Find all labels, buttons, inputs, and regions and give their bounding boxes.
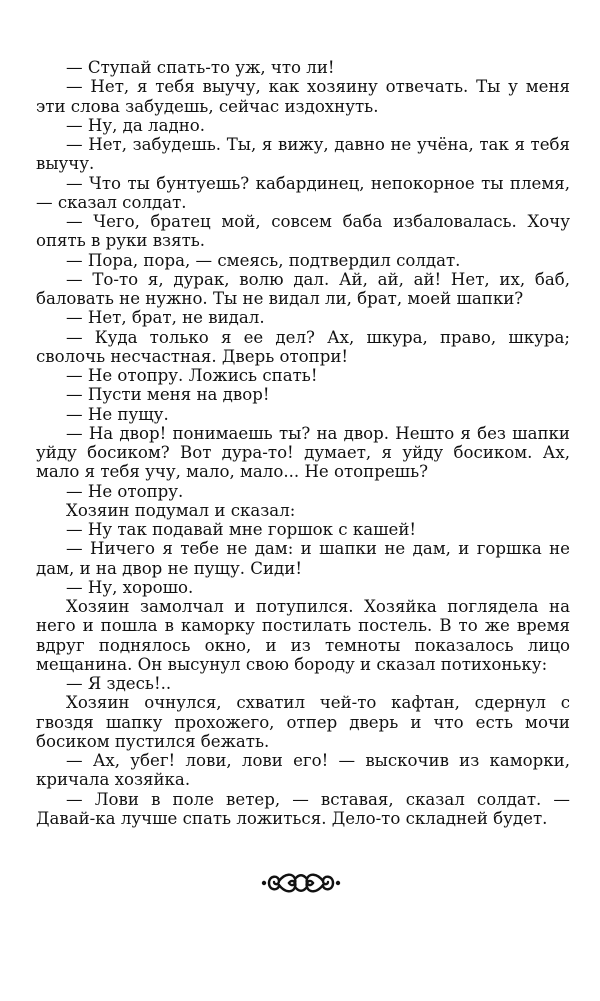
text-body — [36, 58, 570, 828]
scroll-ornament-icon — [259, 868, 343, 898]
paragraph-8: — То-то я, дурак, волю дал. Ай, ай, ай! Нет, их, баб, баловать не нужно. Ты не видал ли, брат, моей шапки? — [36, 269, 570, 308]
paragraph-17: — Ну так подавай мне горшок с кашей! — [66, 520, 417, 539]
paragraph-3: — Ну, да ладно. — [66, 115, 206, 135]
paragraph-9: — Нет, брат, не видал. — [66, 308, 265, 328]
paragraph-23: — Ах, убег! лови, лови его! — выскочив из каморки, кричала хозяйка. — [36, 751, 570, 790]
paragraph-20: Хозяин замолчал и потупился. Хозяйка поглядела на него и пошла в каморку постилать постель. В то же время вдруг поднялось окно, и из темноты показалось лицо мещанина. Он высунул свою бороду и сказал потихоньку: — [36, 597, 570, 674]
paragraph-22: Хозяин очнулся, схватил чей-то кафтан, сдернул с гвоздя шапку прохожего, отпер дверь и что есть мочи босиком пустился бежать. — [36, 693, 570, 751]
paragraph-18: — Ничего я тебе не дам: и шапки не дам, и горшка не дам, и на двор не пущу. Сиди! — [36, 539, 570, 578]
paragraph-11: — Не отопру. Ложись спать! — [66, 366, 318, 385]
paragraph-2: — Нет, я тебя выучу, как хозяину отвечать. Ты у меня эти слова забудешь, сейчас издохнуть. — [36, 77, 570, 116]
paragraph-19: — Ну, хорошо. — [66, 577, 194, 597]
paragraph-24: — Лови в поле ветер, — вставая, сказал солдат. — Давай-ка лучше спать ложиться. Дело-то складней будет. — [36, 789, 570, 828]
paragraph-6: — Чего, братец мой, совсем баба избаловалась. Хочу опять в руки взять. — [36, 212, 570, 251]
paragraph-14: — На двор! понимаешь ты? на двор. Нешто я без шапки уйду босиком? Вот дура-то! думает, я уйду босиком. Ах, мало я тебя учу, мало, мало... Не отопрешь? — [36, 423, 570, 482]
paragraph-10: — Куда только я ее дел? Ах, шкура, право, шкура; сволочь несчастная. Дверь отопри! — [36, 327, 570, 366]
paragraph-1: — Ступай спать-то уж, что ли! — [66, 58, 335, 77]
paragraph-7: — Пора, пора, — смеясь, подтвердил солдат. — [66, 250, 461, 270]
paragraph-13: — Не пущу. — [66, 404, 169, 424]
paragraph-12: — Пусти меня на двор! — [66, 385, 270, 405]
paragraph-4: — Нет, забудешь. Ты, я вижу, давно не учёна, так я тебя выучу. — [36, 135, 570, 174]
paragraph-15: — Не отопру. — [66, 481, 184, 501]
paragraph-16: Хозяин подумал и сказал: — [66, 500, 296, 520]
paragraph-21: — Я здесь!.. — [66, 674, 172, 693]
paragraph-5: — Что ты бунтуешь? кабардинец, непокорное ты племя, — сказал солдат. — [36, 173, 570, 212]
